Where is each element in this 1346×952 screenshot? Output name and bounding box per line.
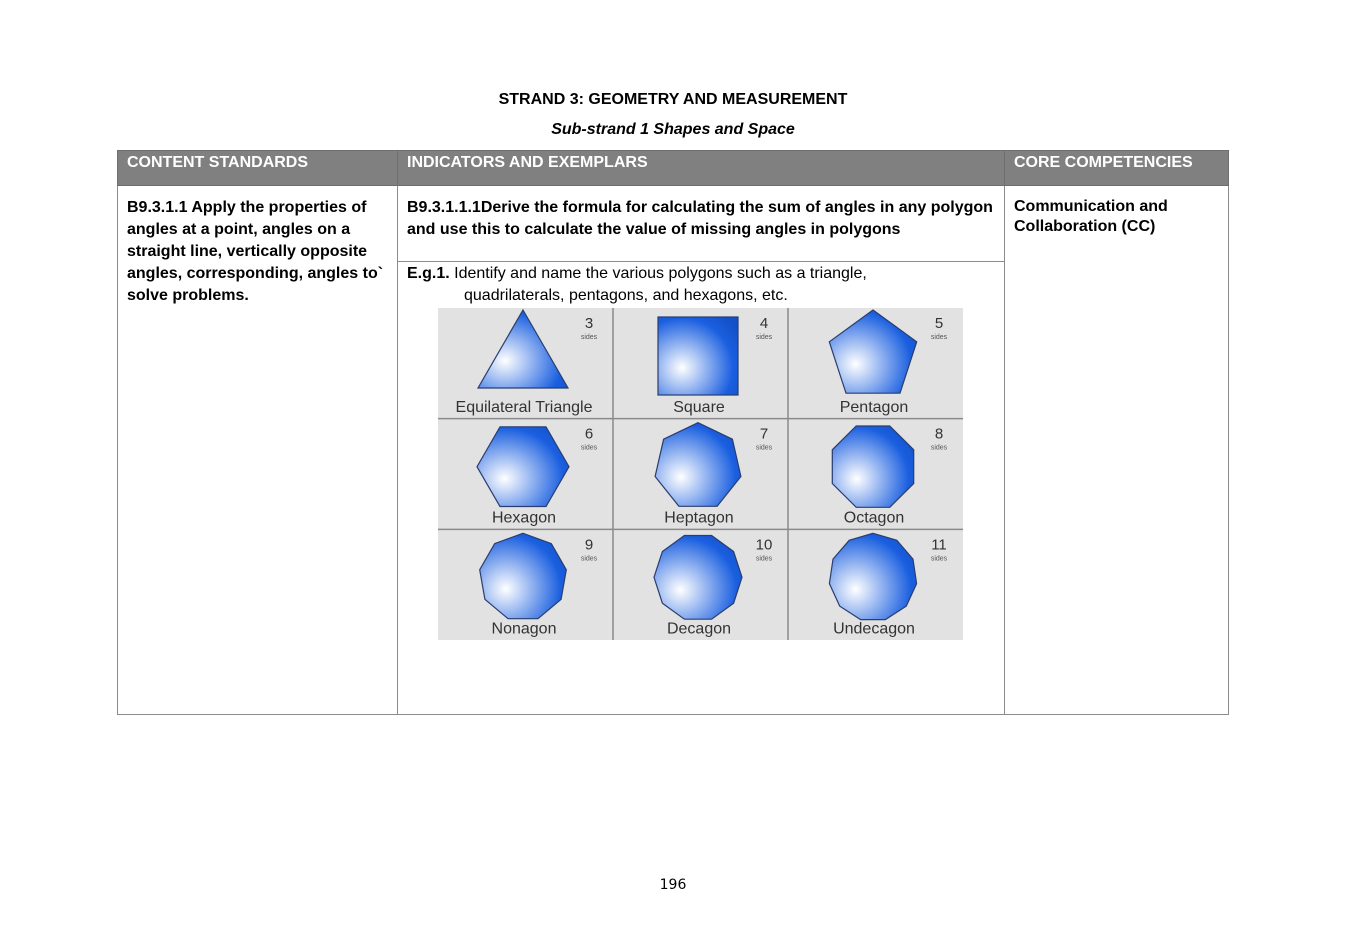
content-standard-cell (117, 186, 398, 715)
polygon-sides-number: 8 (934, 425, 944, 443)
polygon-sides-label: sides (755, 334, 773, 341)
example-text (407, 263, 995, 307)
header-content-standards: CONTENT STANDARDS (117, 150, 398, 186)
polygon-name: Heptagon (664, 509, 734, 527)
polygon-sides-number: 7 (759, 425, 769, 443)
polygon-sides-number: 5 (934, 315, 944, 332)
polygon-shape (658, 317, 738, 395)
polygon-sides-number: 10 (755, 536, 773, 554)
content-standard-text: B9.3.1.1 Apply the properties of angles at a point, angles on a straight line, vertically opposite angles, corresponding, angles to` solve problems. (127, 199, 384, 304)
polygon-sides-label: sides (580, 334, 598, 341)
indicators-cell (397, 186, 1005, 715)
indicator-divider (398, 261, 1004, 262)
strand-title: STRAND 3: GEOMETRY AND MEASUREMENT (498, 91, 848, 108)
polygon-name: Square (673, 399, 725, 416)
curriculum-table (117, 150, 1229, 715)
header-indicators-exemplars: INDICATORS AND EXEMPLARS (397, 150, 1005, 186)
polygon-sides-label: sides (580, 555, 598, 563)
polygon-name: Nonagon (491, 620, 557, 638)
polygon-sides-number: 3 (584, 315, 594, 332)
example-line-1: Identify and name the various polygons such as a triangle, (449, 265, 867, 282)
polygon-name: Hexagon (491, 509, 557, 527)
polygon-sides-label: sides (755, 555, 773, 563)
polygon-shape (829, 310, 916, 393)
polygon-name: Equilateral Triangle (455, 399, 593, 416)
polygon-sides-label: sides (755, 444, 773, 452)
polygon-sides-label: sides (930, 334, 948, 341)
example-label: E.g.1. (407, 265, 450, 282)
polygon-chart-svg (438, 308, 963, 640)
polygon-sides-number: 6 (584, 425, 594, 443)
polygon-sides-label: sides (580, 444, 598, 452)
polygon-shape (477, 427, 569, 507)
header-core-competencies: CORE COMPETENCIES (1004, 150, 1229, 186)
polygon-sides-label: sides (930, 555, 948, 563)
polygon-name: Decagon (666, 620, 732, 638)
polygon-shape (478, 310, 568, 388)
polygon-shape (654, 536, 742, 620)
page-number: 196 (659, 877, 687, 893)
example-line-2: quadrilaterals, pentagons, and hexagons, etc. (464, 287, 788, 304)
polygon-shape (832, 426, 913, 507)
polygon-shape (480, 533, 567, 618)
substrand-title: Sub-strand 1 Shapes and Space (551, 121, 795, 138)
polygon-name: Pentagon (839, 399, 909, 416)
polygon-sides-number: 11 (931, 536, 947, 554)
polygon-shape (829, 533, 916, 619)
polygon-name: Octagon (843, 509, 905, 527)
indicator-text: B9.3.1.1.1Derive the formula for calculating the sum of angles in any polygon and use this to calculate the value of missing angles in polygons (407, 199, 993, 238)
polygon-chart (438, 308, 963, 640)
core-competency-text: Communication and Collaboration (CC) (1014, 198, 1168, 235)
polygon-sides-number: 4 (759, 315, 769, 332)
polygon-sides-label: sides (930, 444, 948, 452)
core-competencies-cell (1004, 186, 1229, 715)
polygon-sides-number: 9 (584, 536, 594, 554)
polygon-name: Undecagon (833, 620, 915, 638)
polygon-shape (655, 423, 741, 507)
